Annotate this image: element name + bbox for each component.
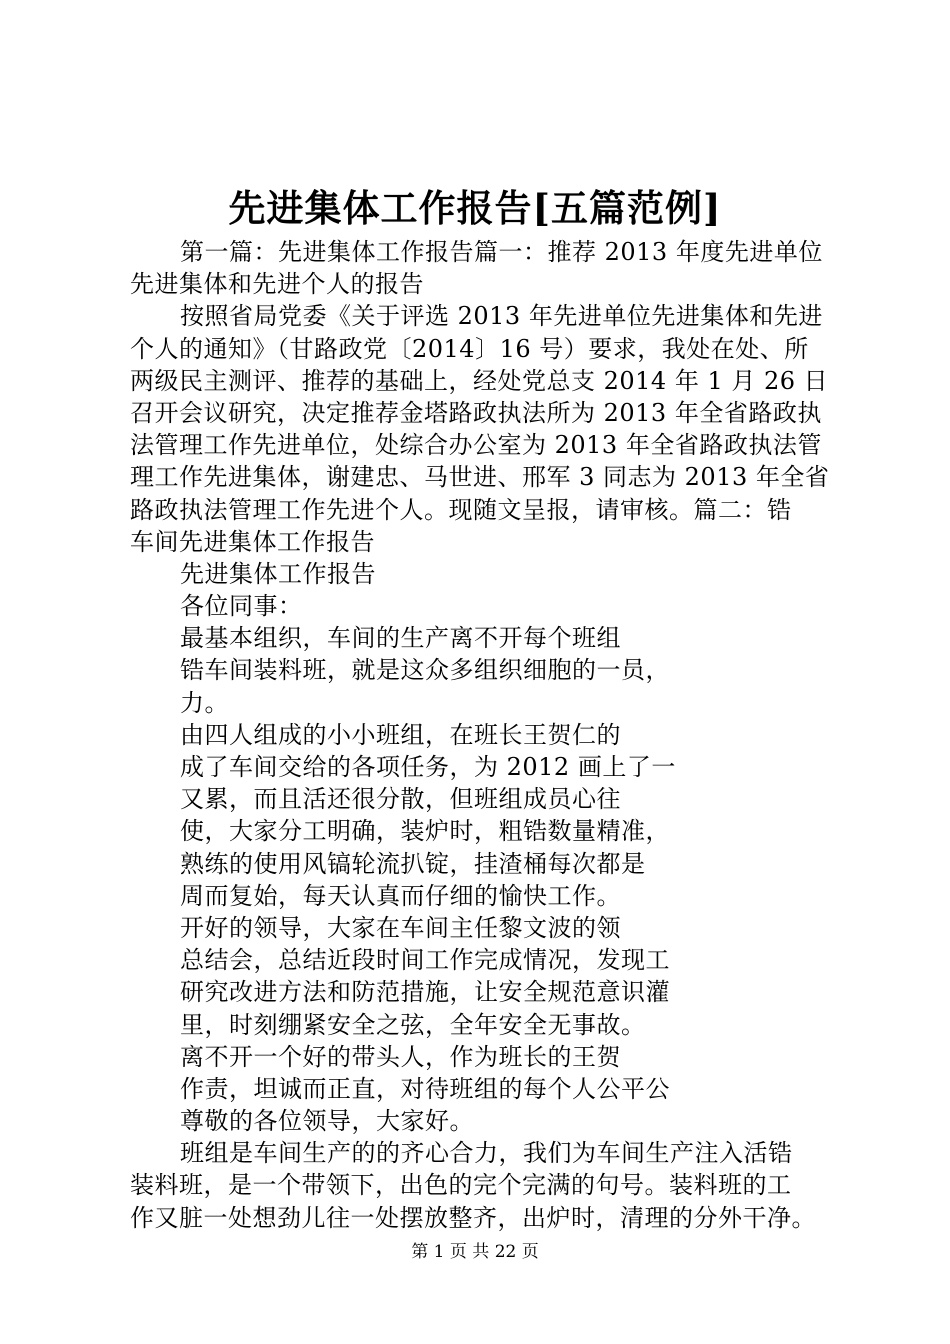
text-line: 车间先进集体工作报告 bbox=[130, 527, 375, 556]
text-line: 总结会，总结近段时间工作完成情况，发现工 bbox=[180, 946, 670, 975]
text-line: 里，时刻绷紧安全之弦，全年安全无事故。 bbox=[180, 1010, 646, 1039]
text-line: 最基本组织，车间的生产离不开每个班组 bbox=[180, 624, 621, 653]
text-line: 作又脏一处想劲儿往一处摆放整齐，出炉时，清理的分外干净。 bbox=[130, 1203, 816, 1232]
text-line: 又累，而且活还很分散，但班组成员心往 bbox=[180, 785, 621, 814]
text-line: 法管理工作先进单位，处综合办公室为 2013 年全省路政执法管 bbox=[130, 431, 822, 460]
text-line: 各位同事： bbox=[180, 592, 303, 621]
text-line: 装料班，是一个带领下，出色的完个完满的句号。装料班的工 bbox=[130, 1171, 792, 1200]
text-line: 作责，坦诚而正直，对待班组的每个人公平公 bbox=[180, 1074, 670, 1103]
text-line: 研究改进方法和防范措施，让安全规范意识灌 bbox=[180, 978, 670, 1007]
text-line: 按照省局党委《关于评选 2013 年先进单位先进集体和先进 bbox=[180, 302, 823, 331]
text-line: 离不开一个好的带头人，作为班长的王贺 bbox=[180, 1042, 621, 1071]
text-line: 第一篇：先进集体工作报告篇一：推荐 2013 年度先进单位 bbox=[180, 238, 823, 266]
page-footer: 第 1 页 共 22 页 bbox=[411, 1242, 539, 1262]
text-line: 尊敬的各位领导，大家好。 bbox=[180, 1107, 474, 1136]
document-title: 先进集体工作报告[五篇范例] bbox=[228, 186, 722, 230]
text-line: 由四人组成的小小班组，在班长王贺仁的 bbox=[180, 720, 621, 749]
text-line: 使，大家分工明确，装炉时，粗锆数量精准， bbox=[180, 817, 670, 846]
text-line: 周而复始，每天认真而仔细的愉快工作。 bbox=[180, 881, 621, 910]
text-line: 熟练的使用风镐轮流扒锭，挂渣桶每次都是 bbox=[180, 849, 646, 878]
text-line: 个人的通知》（甘路政党〔2014〕16 号）要求，我处在处、所 bbox=[130, 334, 809, 363]
text-line: 开好的领导，大家在车间主任黎文波的领 bbox=[180, 913, 621, 942]
text-line: 召开会议研究，决定推荐金塔路政执法所为 2013 年全省路政执 bbox=[130, 398, 822, 427]
text-line: 成了车间交给的各项任务，为 2012 画上了一 bbox=[180, 753, 676, 781]
text-line: 班组是车间生产的的齐心合力，我们为车间生产注入活锆 bbox=[180, 1139, 793, 1168]
text-line: 先进集体工作报告 bbox=[180, 559, 376, 588]
text-line: 力。 bbox=[180, 688, 229, 717]
text-line: 锆车间装料班，就是这众多组织细胞的一员， bbox=[180, 656, 670, 685]
text-line: 理工作先进集体，谢建忠、马世进、邢军 3 同志为 2013 年全省 bbox=[130, 463, 830, 492]
text-line: 路政执法管理工作先进个人。现随文呈报，请审核。篇二：锆 bbox=[130, 495, 792, 524]
text-line: 先进集体和先进个人的报告 bbox=[130, 270, 424, 299]
text-line: 两级民主测评、推荐的基础上，经处党总支 2014 年 1 月 26 日 bbox=[130, 366, 829, 395]
document-body bbox=[130, 236, 840, 1234]
